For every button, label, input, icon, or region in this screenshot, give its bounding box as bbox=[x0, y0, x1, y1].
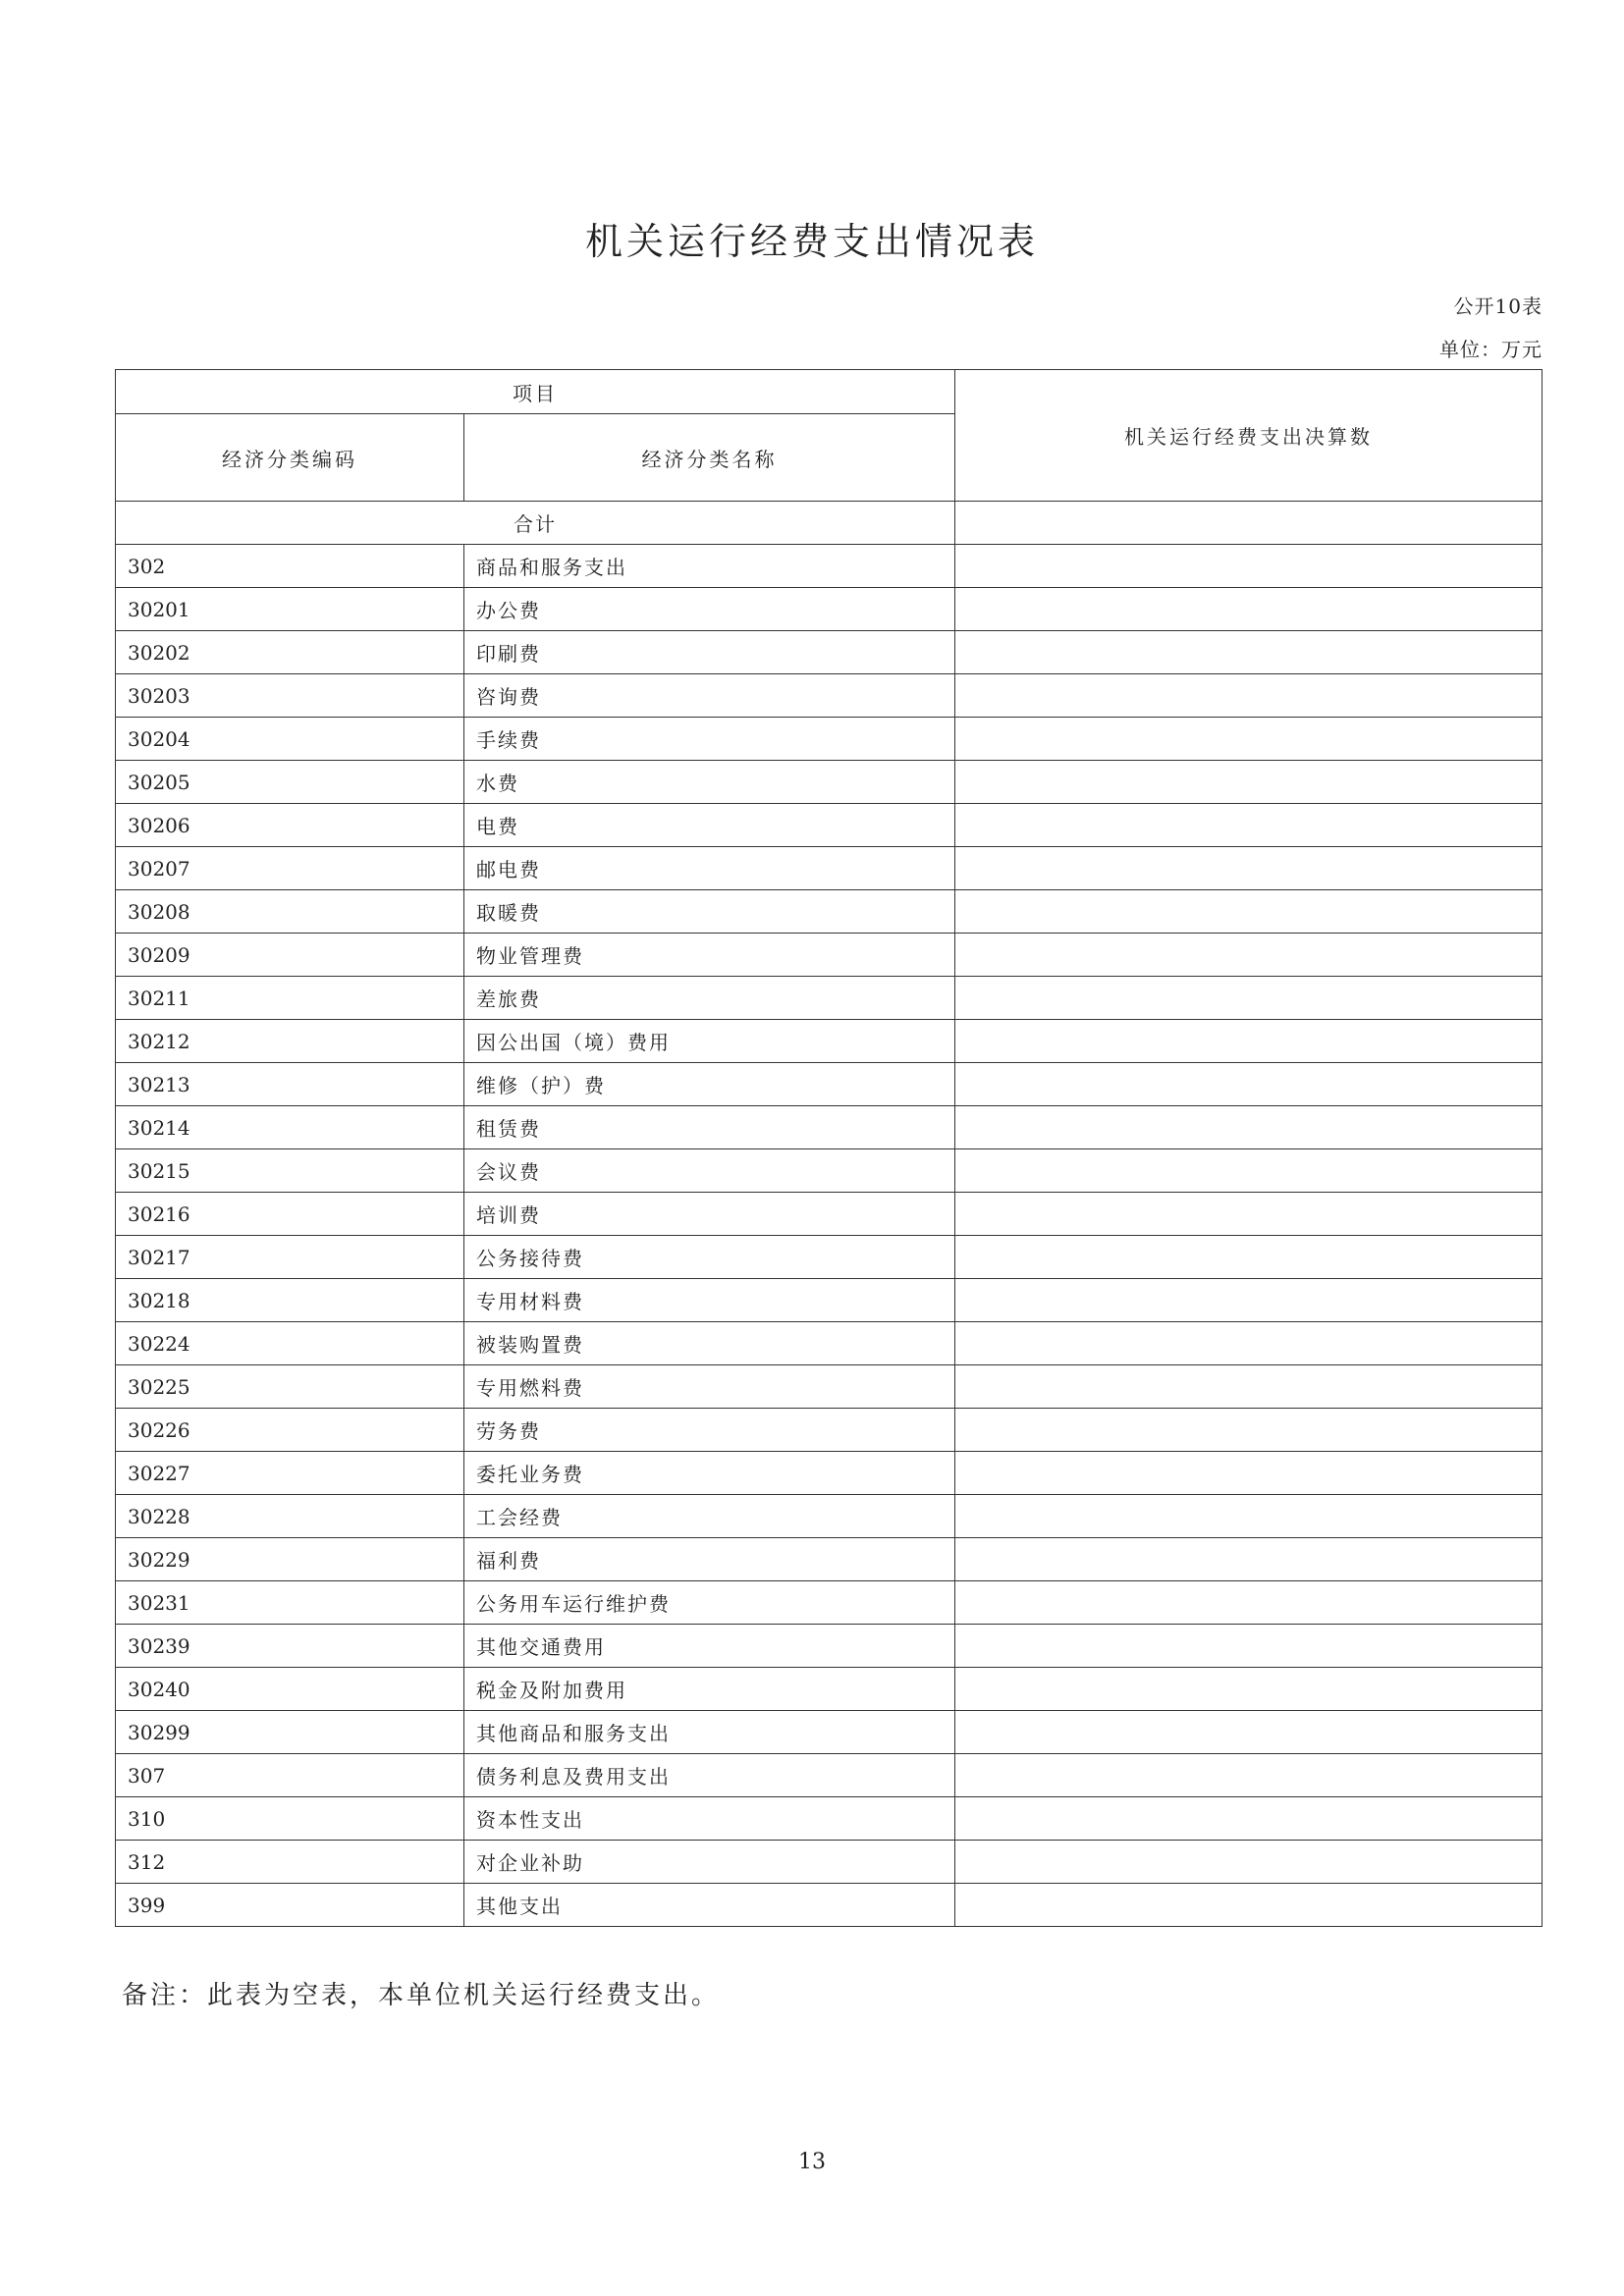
table-row bbox=[116, 1538, 1543, 1581]
page-title: 机关运行经费支出情况表 bbox=[584, 220, 1039, 263]
row-name: 电费 bbox=[464, 804, 955, 847]
row-name: 邮电费 bbox=[464, 847, 955, 890]
row-code: 30201 bbox=[116, 588, 464, 631]
row-code: 30229 bbox=[116, 1538, 464, 1581]
row-name: 其他商品和服务支出 bbox=[464, 1711, 955, 1754]
table-row bbox=[116, 674, 1543, 718]
table-row bbox=[116, 1409, 1543, 1452]
table-row bbox=[116, 1581, 1543, 1625]
row-code: 30216 bbox=[116, 1193, 464, 1236]
header-row-top bbox=[116, 370, 1543, 414]
row-code: 30299 bbox=[116, 1711, 464, 1754]
row-amount bbox=[955, 1797, 1543, 1841]
row-name: 福利费 bbox=[464, 1538, 955, 1581]
row-name: 公务用车运行维护费 bbox=[464, 1581, 955, 1625]
row-code: 30204 bbox=[116, 718, 464, 761]
row-code: 30214 bbox=[116, 1106, 464, 1149]
table-row bbox=[116, 1365, 1543, 1409]
expenditure-table bbox=[115, 369, 1543, 1927]
row-name: 工会经费 bbox=[464, 1495, 955, 1538]
header-name: 经济分类名称 bbox=[464, 414, 955, 502]
table-row bbox=[116, 804, 1543, 847]
table-row bbox=[116, 1063, 1543, 1106]
table-row bbox=[116, 1668, 1543, 1711]
row-code: 30228 bbox=[116, 1495, 464, 1538]
row-code: 30217 bbox=[116, 1236, 464, 1279]
table-row bbox=[116, 718, 1543, 761]
row-name: 物业管理费 bbox=[464, 934, 955, 977]
row-code: 30240 bbox=[116, 1668, 464, 1711]
row-amount bbox=[955, 890, 1543, 934]
row-name: 差旅费 bbox=[464, 977, 955, 1020]
row-amount bbox=[955, 1668, 1543, 1711]
row-name: 因公出国（境）费用 bbox=[464, 1020, 955, 1063]
row-name: 对企业补助 bbox=[464, 1841, 955, 1884]
table-row bbox=[116, 1236, 1543, 1279]
total-label: 合计 bbox=[116, 502, 955, 545]
table-row bbox=[116, 1149, 1543, 1193]
row-code: 30211 bbox=[116, 977, 464, 1020]
row-amount bbox=[955, 1236, 1543, 1279]
row-name: 其他支出 bbox=[464, 1884, 955, 1927]
note: 备注：此表为空表，本单位机关运行经费支出。 bbox=[122, 1981, 721, 2010]
table-row bbox=[116, 1797, 1543, 1841]
table-row bbox=[116, 977, 1543, 1020]
row-code: 30206 bbox=[116, 804, 464, 847]
row-amount bbox=[955, 1581, 1543, 1625]
row-code: 30205 bbox=[116, 761, 464, 804]
page-number: 13 bbox=[798, 2150, 826, 2174]
row-code: 30208 bbox=[116, 890, 464, 934]
row-name: 公务接待费 bbox=[464, 1236, 955, 1279]
total-row bbox=[116, 502, 1543, 545]
row-code: 30215 bbox=[116, 1149, 464, 1193]
header-code: 经济分类编码 bbox=[116, 414, 464, 502]
row-name: 被装购置费 bbox=[464, 1322, 955, 1365]
row-amount bbox=[955, 1063, 1543, 1106]
row-name: 其他交通费用 bbox=[464, 1625, 955, 1668]
row-name: 租赁费 bbox=[464, 1106, 955, 1149]
row-amount bbox=[955, 1452, 1543, 1495]
row-code: 30225 bbox=[116, 1365, 464, 1409]
row-code: 30224 bbox=[116, 1322, 464, 1365]
row-code: 399 bbox=[116, 1884, 464, 1927]
row-amount bbox=[955, 1495, 1543, 1538]
row-amount bbox=[955, 1538, 1543, 1581]
row-code: 310 bbox=[116, 1797, 464, 1841]
row-name: 培训费 bbox=[464, 1193, 955, 1236]
row-code: 30231 bbox=[116, 1581, 464, 1625]
table-row bbox=[116, 1106, 1543, 1149]
table-row bbox=[116, 1452, 1543, 1495]
table-row bbox=[116, 1322, 1543, 1365]
row-name: 会议费 bbox=[464, 1149, 955, 1193]
table-row bbox=[116, 588, 1543, 631]
row-amount bbox=[955, 1711, 1543, 1754]
row-code: 30212 bbox=[116, 1020, 464, 1063]
table-row bbox=[116, 1495, 1543, 1538]
header-amount: 机关运行经费支出决算数 bbox=[955, 370, 1543, 502]
row-amount bbox=[955, 934, 1543, 977]
row-amount bbox=[955, 1106, 1543, 1149]
table-row bbox=[116, 1279, 1543, 1322]
row-name: 维修（护）费 bbox=[464, 1063, 955, 1106]
row-name: 债务利息及费用支出 bbox=[464, 1754, 955, 1797]
row-name: 资本性支出 bbox=[464, 1797, 955, 1841]
row-code: 30213 bbox=[116, 1063, 464, 1106]
row-amount bbox=[955, 1754, 1543, 1797]
table-row bbox=[116, 1754, 1543, 1797]
row-amount bbox=[955, 1322, 1543, 1365]
row-name: 税金及附加费用 bbox=[464, 1668, 955, 1711]
row-code: 30239 bbox=[116, 1625, 464, 1668]
row-code: 30202 bbox=[116, 631, 464, 674]
row-amount bbox=[955, 1020, 1543, 1063]
form-number: 公开10表 bbox=[1453, 294, 1543, 318]
header-project-group: 项目 bbox=[116, 370, 955, 414]
row-amount bbox=[955, 1365, 1543, 1409]
table-row bbox=[116, 847, 1543, 890]
row-name: 专用燃料费 bbox=[464, 1365, 955, 1409]
row-amount bbox=[955, 1279, 1543, 1322]
row-name: 水费 bbox=[464, 761, 955, 804]
table-row bbox=[116, 1625, 1543, 1668]
unit-label: 单位：万元 bbox=[1439, 338, 1543, 361]
row-code: 30218 bbox=[116, 1279, 464, 1322]
row-amount bbox=[955, 1409, 1543, 1452]
table-row bbox=[116, 761, 1543, 804]
table-row bbox=[116, 1193, 1543, 1236]
row-name: 咨询费 bbox=[464, 674, 955, 718]
row-code: 30207 bbox=[116, 847, 464, 890]
table-row bbox=[116, 1841, 1543, 1884]
table-row bbox=[116, 934, 1543, 977]
row-amount bbox=[955, 847, 1543, 890]
row-amount bbox=[955, 545, 1543, 588]
row-code: 30226 bbox=[116, 1409, 464, 1452]
row-name: 取暖费 bbox=[464, 890, 955, 934]
row-amount bbox=[955, 1884, 1543, 1927]
row-name: 劳务费 bbox=[464, 1409, 955, 1452]
total-amount bbox=[955, 502, 1543, 545]
table-row bbox=[116, 545, 1543, 588]
row-amount bbox=[955, 761, 1543, 804]
row-code: 30203 bbox=[116, 674, 464, 718]
row-code: 307 bbox=[116, 1754, 464, 1797]
row-name: 委托业务费 bbox=[464, 1452, 955, 1495]
row-name: 手续费 bbox=[464, 718, 955, 761]
row-amount bbox=[955, 804, 1543, 847]
row-code: 312 bbox=[116, 1841, 464, 1884]
row-amount bbox=[955, 588, 1543, 631]
row-name: 专用材料费 bbox=[464, 1279, 955, 1322]
row-amount bbox=[955, 977, 1543, 1020]
table-row bbox=[116, 1020, 1543, 1063]
row-name: 商品和服务支出 bbox=[464, 545, 955, 588]
row-name: 印刷费 bbox=[464, 631, 955, 674]
table-row bbox=[116, 631, 1543, 674]
table-row bbox=[116, 890, 1543, 934]
row-amount bbox=[955, 1193, 1543, 1236]
table-row bbox=[116, 1884, 1543, 1927]
row-amount bbox=[955, 718, 1543, 761]
row-amount bbox=[955, 674, 1543, 718]
row-code: 30209 bbox=[116, 934, 464, 977]
row-code: 30227 bbox=[116, 1452, 464, 1495]
row-amount bbox=[955, 1841, 1543, 1884]
row-amount bbox=[955, 631, 1543, 674]
row-amount bbox=[955, 1149, 1543, 1193]
row-amount bbox=[955, 1625, 1543, 1668]
table-row bbox=[116, 1711, 1543, 1754]
row-name: 办公费 bbox=[464, 588, 955, 631]
row-code: 302 bbox=[116, 545, 464, 588]
